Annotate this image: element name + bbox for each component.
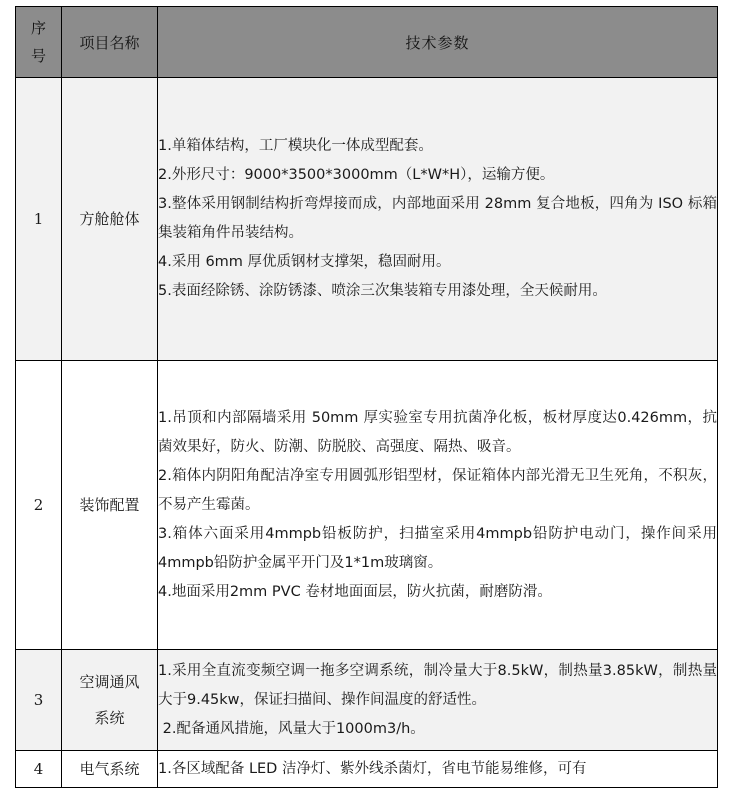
spec-item: 1.单箱体结构，工厂模块化一体成型配套。 bbox=[158, 138, 433, 154]
spec-item: 2.外形尺寸：9000*3500*3000mm（L*W*H），运输方便。 bbox=[158, 167, 555, 183]
row-name bbox=[62, 361, 158, 650]
row-details bbox=[158, 78, 718, 361]
header-seq bbox=[16, 7, 62, 78]
row-name bbox=[62, 751, 158, 788]
spec-item: 3.整体采用钢制结构折弯焊接而成，内部地面采用 28mm 复合地板，四角为 ISO 标箱集装箱角件吊装结构。 bbox=[158, 196, 717, 241]
header-row bbox=[16, 7, 718, 78]
row-name-line: 方舱舱体 bbox=[79, 210, 140, 228]
spec-table bbox=[15, 6, 718, 788]
row-seq: 4 bbox=[16, 751, 62, 788]
row-details bbox=[158, 650, 718, 751]
spec-item: 1.吊顶和内部隔墙采用 50mm 厚实验室专用抗菌净化板，板材厚度达0.426mm，抗菌效果好，防火、防潮、防脱胶、高强度、隔热、吸音。 bbox=[158, 409, 717, 455]
row-name-line: 电气系统 bbox=[79, 760, 140, 778]
spec-item: 2.箱体内阴阳角配洁净室专用圆弧形铝型材，保证箱体内部光滑无卫生死角，不积灰，不易产生霉菌。 bbox=[158, 467, 717, 513]
spec-item: 1.各区域配备 LED 洁净灯、紫外线杀菌灯，省电节能易维修，可有 bbox=[158, 761, 587, 777]
spec-item: 1.采用全直流变频空调一拖多空调系统，制冷量大于8.5kW，制热量3.85kW，制热量大于9.45kw，保证扫描间、操作间温度的舒适性。 bbox=[158, 662, 717, 708]
table-row bbox=[16, 78, 718, 361]
table-row bbox=[16, 650, 718, 751]
row-details bbox=[158, 751, 718, 788]
row-details bbox=[158, 361, 718, 650]
row-name-line: 装饰配置 bbox=[79, 496, 140, 514]
table-row bbox=[16, 751, 718, 788]
header-seq-line2: 号 bbox=[30, 47, 46, 65]
row-seq: 3 bbox=[16, 650, 62, 751]
header-seq-line1: 序 bbox=[30, 19, 46, 37]
spec-item: 4.采用 6mm 厚优质钢材支撑架，稳固耐用。 bbox=[158, 254, 451, 270]
row-name-line: 系统 bbox=[94, 709, 125, 727]
row-seq: 2 bbox=[16, 361, 62, 650]
spec-item: 5.表面经除锈、涂防锈漆、喷涂三次集装箱专用漆处理，全天候耐用。 bbox=[158, 283, 607, 299]
spec-item: 2.配备通风措施，风量大于1000m3/h。 bbox=[158, 720, 425, 737]
row-name bbox=[62, 78, 158, 361]
header-name: 项目名称 bbox=[62, 7, 158, 78]
spec-item: 3.箱体六面采用4mmpb铅板防护，扫描室采用4mmpb铅防护电动门，操作间采用4mmpb铅防护金属平开门及1*1m玻璃窗。 bbox=[158, 525, 717, 571]
spec-item: 4.地面采用2mm PVC 卷材地面面层，防火抗菌，耐磨防滑。 bbox=[158, 583, 552, 600]
row-name-line: 空调通风 bbox=[79, 673, 140, 691]
table-row bbox=[16, 361, 718, 650]
row-seq: 1 bbox=[16, 78, 62, 361]
row-name bbox=[62, 650, 158, 751]
header-tech: 技术参数 bbox=[158, 7, 718, 78]
